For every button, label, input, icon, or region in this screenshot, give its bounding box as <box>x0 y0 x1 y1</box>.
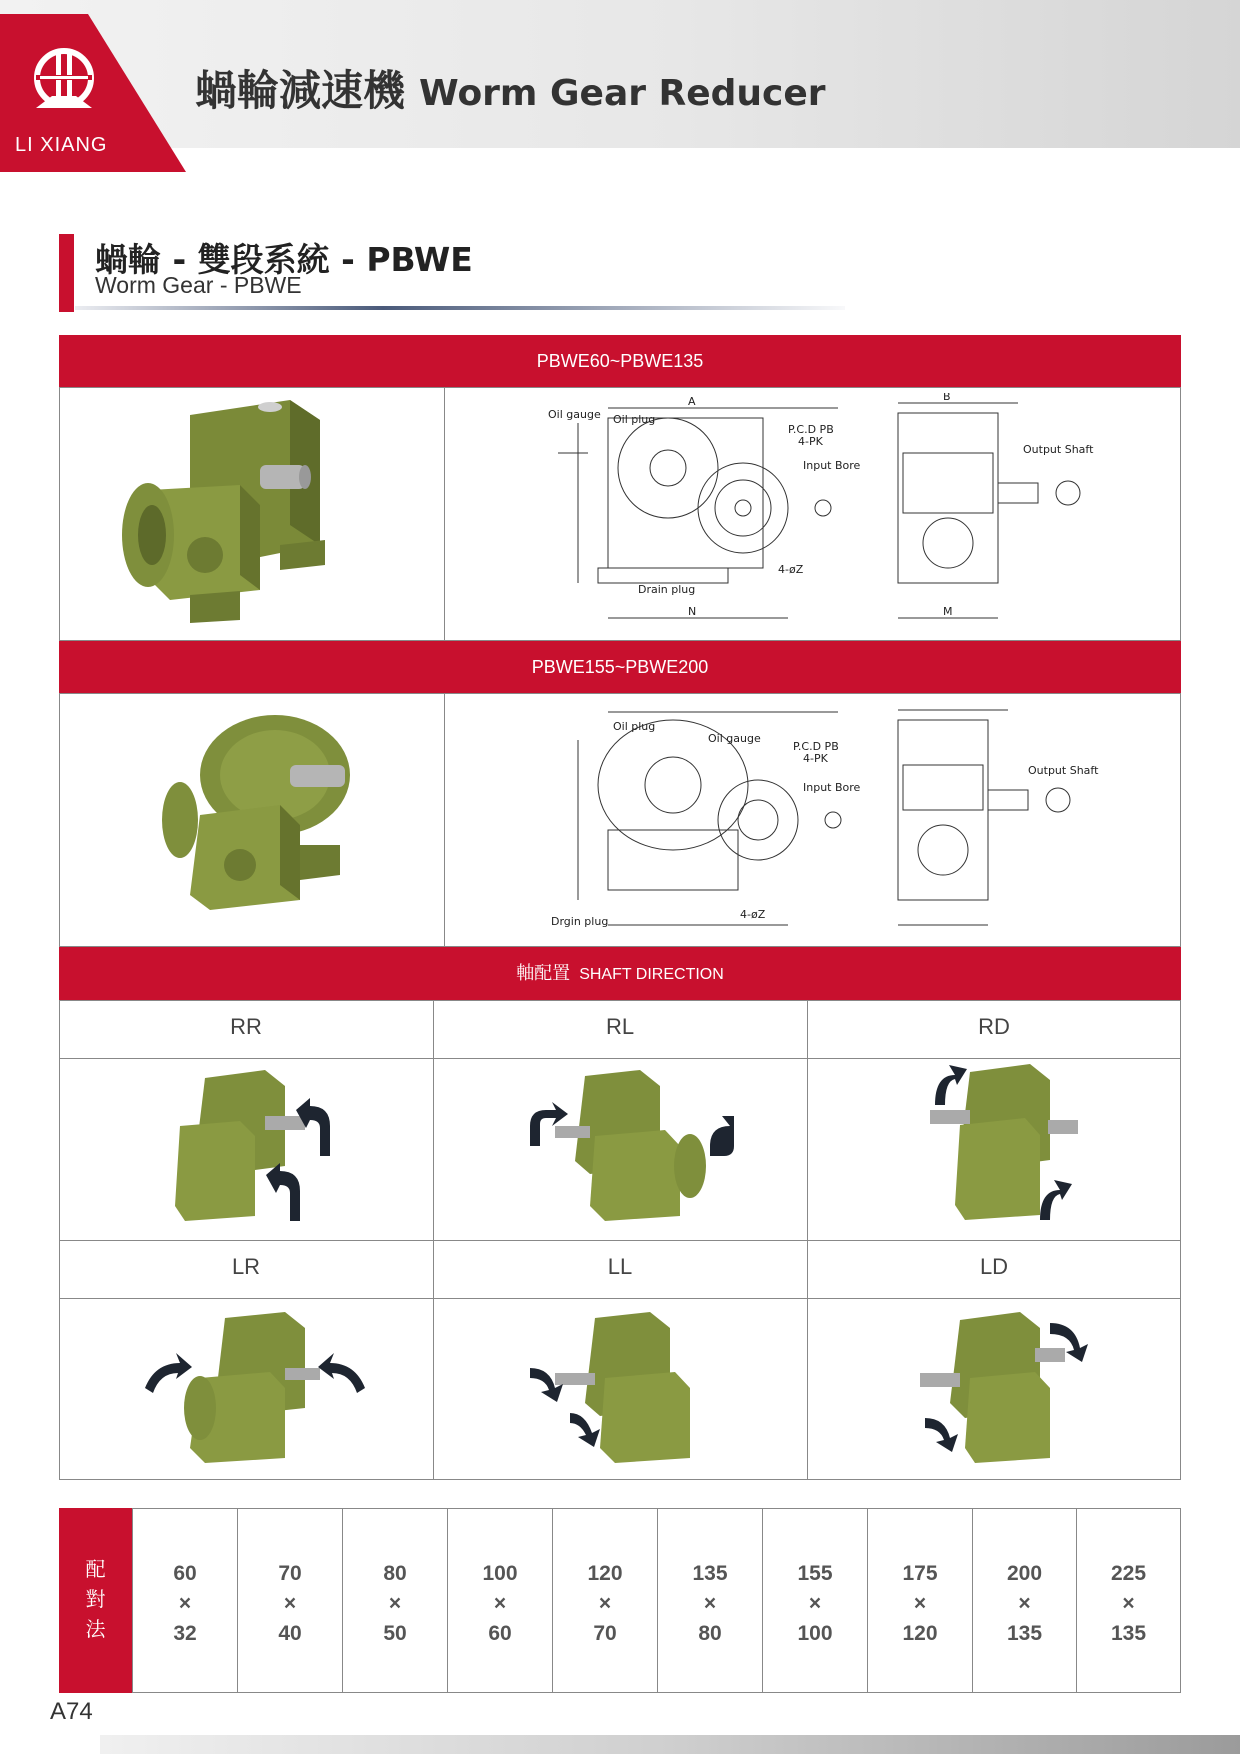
pair-a: 60 <box>173 1562 197 1585</box>
pair-a: 225 <box>1110 1562 1147 1585</box>
times-symbol: × <box>808 1592 822 1615</box>
section-accent-bar <box>59 234 74 312</box>
section-title: 蝸輪 - 雙段系統 - PBWE <box>95 240 473 279</box>
shaft-label-rd: RD <box>978 1014 1010 1039</box>
combination-cell <box>237 1508 342 1693</box>
dim-N: N <box>688 605 697 618</box>
times-symbol: × <box>493 1592 507 1615</box>
shaft-ld-image <box>920 1308 1090 1468</box>
dim-A: A <box>688 395 696 408</box>
combination-cell <box>762 1508 867 1693</box>
shaft-label-lr: LR <box>231 1254 261 1279</box>
side-char-2: 對 <box>85 1587 106 1611</box>
pair-b: 120 <box>902 1622 938 1645</box>
combination-cell <box>132 1508 237 1693</box>
pair-b: 135 <box>1006 1622 1043 1645</box>
label-oil-plug-en: Oil plug <box>613 720 656 733</box>
pair-a: 100 <box>482 1562 518 1585</box>
pair-a: 120 <box>587 1562 623 1585</box>
model-range-header-2: PBWE155~PBWE200 <box>59 641 1181 693</box>
times-symbol: × <box>283 1592 297 1615</box>
shaft-rd-image <box>930 1060 1090 1225</box>
label-oil-gauge-en: Oil gauge <box>708 732 761 745</box>
combination-cell <box>972 1508 1076 1693</box>
dim-M: M <box>943 605 953 618</box>
side-char-3: 法 <box>85 1617 106 1641</box>
grid-row-divider <box>59 1240 1181 1241</box>
times-symbol: × <box>913 1592 927 1615</box>
label-holes: 4-øZ <box>740 908 766 921</box>
pair-a: 80 <box>383 1562 407 1585</box>
pair-b: 70 <box>593 1622 617 1645</box>
times-symbol: × <box>598 1592 612 1615</box>
shaft-direction-title-zh: 軸配置 <box>516 963 571 983</box>
pair-b: 80 <box>698 1622 722 1645</box>
pair-a: 200 <box>1006 1562 1043 1585</box>
shaft-label-rl: RL <box>605 1014 635 1039</box>
label-pcd: P.C.D PB <box>793 740 839 753</box>
shaft-rl-image <box>525 1066 735 1226</box>
title-zh: 蝸輪減速機 <box>195 66 406 115</box>
pair-a: 175 <box>902 1562 938 1585</box>
combination-cell <box>1076 1508 1180 1693</box>
shaft-direction-header <box>59 947 1181 1000</box>
times-symbol: × <box>388 1592 402 1615</box>
side-char-1: 配 <box>85 1557 106 1581</box>
label-input-bore-en: Input Bore <box>803 781 861 794</box>
pair-a: 70 <box>278 1562 302 1585</box>
pair-b: 135 <box>1110 1622 1147 1645</box>
pair-a: 135 <box>692 1562 728 1585</box>
brand-logo <box>0 14 186 172</box>
gear-reducer-image <box>140 705 370 915</box>
shaft-lr-image <box>140 1308 370 1468</box>
grid-row-divider <box>59 1058 1181 1059</box>
label-pcd: P.C.D PB <box>788 423 834 436</box>
shaft-label-ld: LD <box>979 1254 1009 1279</box>
model-panel-divider-1 <box>444 387 445 641</box>
label-output-shaft-en: Output Shaft <box>1023 443 1094 456</box>
section-underline <box>75 306 845 310</box>
model-range-header-1: PBWE60~PBWE135 <box>59 335 1181 387</box>
pair-b: 60 <box>488 1622 512 1645</box>
times-symbol: × <box>1122 1592 1135 1615</box>
dim-B: B <box>943 393 951 403</box>
technical-drawing-1 <box>548 393 1108 625</box>
brand-name: LI XIANG <box>15 134 108 156</box>
combination-cell <box>447 1508 552 1693</box>
combination-cell <box>867 1508 972 1693</box>
lixiang-logo-icon <box>30 48 98 112</box>
times-symbol: × <box>1018 1592 1031 1615</box>
combination-cell <box>657 1508 762 1693</box>
grid-row-divider <box>59 1298 1181 1299</box>
page-title <box>195 58 826 118</box>
label-input-bore-en: Input Bore <box>803 459 861 472</box>
times-symbol: × <box>178 1592 192 1615</box>
label-output-shaft-en: Output Shaft <box>1028 764 1099 777</box>
label-pk: 4-PK <box>798 435 823 448</box>
combination-cell <box>342 1508 447 1693</box>
pair-a: 155 <box>797 1562 833 1585</box>
label-holes: 4-øZ <box>778 563 804 576</box>
title-en: Worm Gear Reducer <box>419 73 826 114</box>
footer-band <box>100 1735 1240 1754</box>
technical-drawing-2 <box>548 700 1108 932</box>
pair-b: 100 <box>797 1622 833 1645</box>
label-oil-gauge-en: Oil gauge <box>548 408 601 421</box>
combination-cell <box>552 1508 657 1693</box>
pair-b: 40 <box>278 1622 302 1645</box>
pair-b: 32 <box>173 1622 197 1645</box>
shaft-label-ll: LL <box>607 1254 633 1279</box>
shaft-rr-image <box>170 1066 340 1226</box>
page-number: A74 <box>50 1698 93 1725</box>
section-subtitle: Worm Gear - PBWE <box>95 272 302 298</box>
shaft-ll-image <box>525 1308 715 1468</box>
times-symbol: × <box>703 1592 717 1615</box>
gear-reducer-image <box>110 395 360 627</box>
combination-side-label <box>59 1508 132 1693</box>
label-pk: 4-PK <box>803 752 828 765</box>
shaft-label-rr: RR <box>230 1014 262 1039</box>
label-drain-plug-en: Drgin plug <box>551 915 609 928</box>
label-oil-plug-en: Oil plug <box>613 413 656 426</box>
label-drain-plug-en: Drain plug <box>638 583 696 596</box>
shaft-direction-title-en: SHAFT DIRECTION <box>579 966 724 983</box>
model-panel-divider-2 <box>444 693 445 947</box>
pair-b: 50 <box>383 1622 407 1645</box>
